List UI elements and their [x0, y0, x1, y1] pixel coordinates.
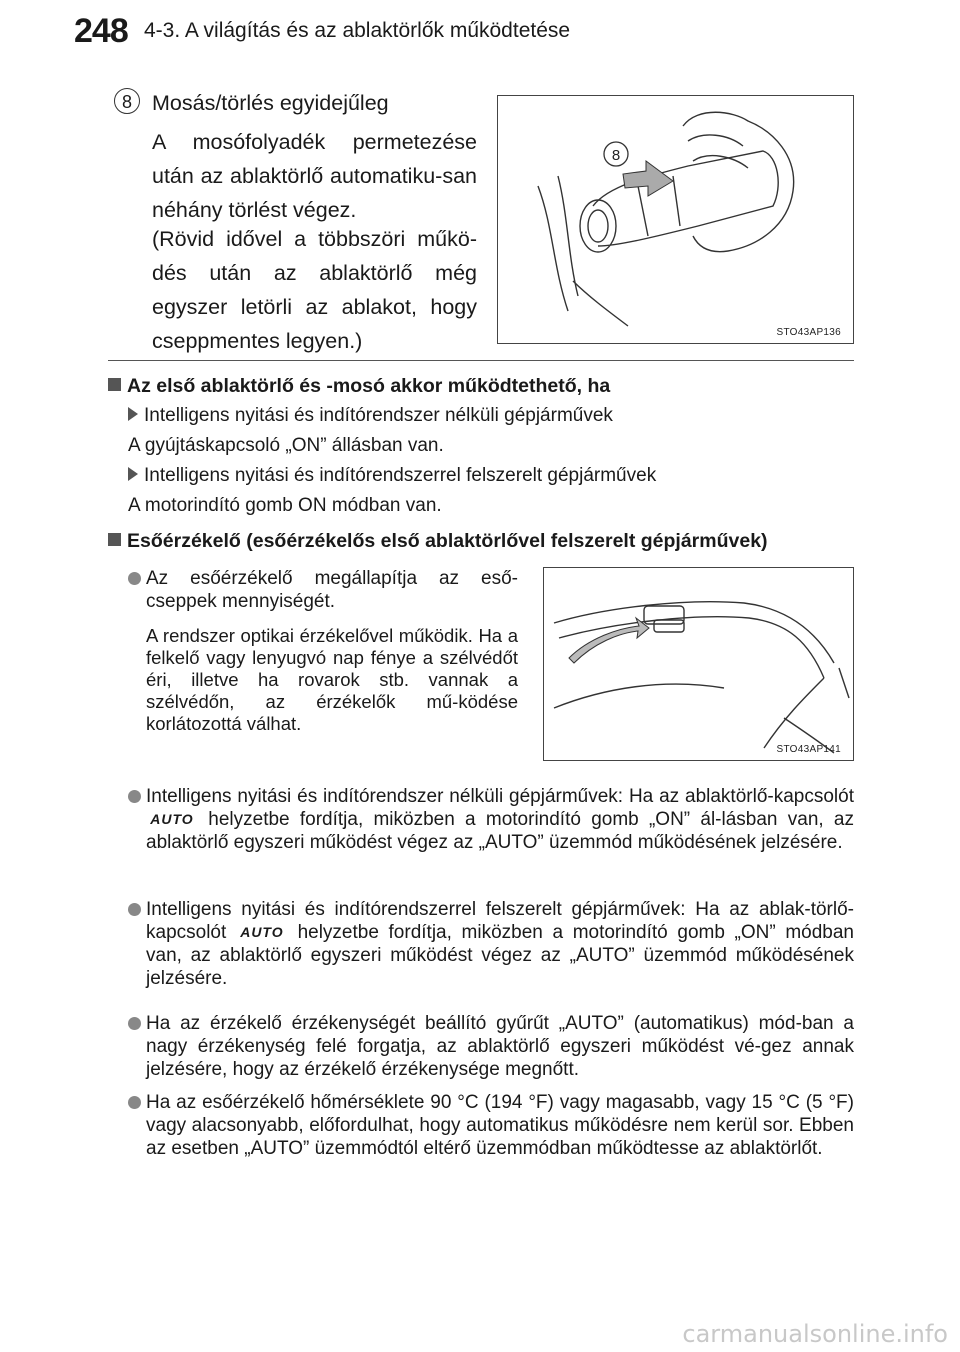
page-number: 248 [74, 12, 128, 50]
step-title: Mosás/törlés egyidejűleg [152, 91, 389, 115]
vehicle-type-text: Intelligens nyitási és indítórendszerrel felszerelt gépjárművek [144, 465, 657, 486]
bullet-text: helyzetbe fordítja, miközben a motorindító gomb „ON” módban van, az ablaktörlő egyszeri működést végez az „AUTO” üzemmód működésének jelzésére. [146, 922, 854, 989]
bullet-text: Intelligens nyitási és indítórendszer nélküli gépjárművek: Ha az ablaktörlő-kapcsolót [146, 786, 854, 807]
vehicle-type-item [128, 405, 613, 427]
bullet-item-sensitivity: Ha az érzékelő érzékenységét beállító gyűrűt „AUTO” (automatikus) mód-ban a nagy érzékenység felé forgatja, az ablaktörlő egyszeri működést vé-gez annak jelzésére, hogy az érzékelő érzékenysége megnőtt. [146, 1013, 854, 1080]
figure-code: STO43AP136 [776, 327, 841, 338]
section-heading [108, 530, 768, 553]
section-heading [108, 375, 610, 398]
figure-callout-8: 8 [611, 147, 621, 164]
bullet-item-auto-no-smart [146, 785, 854, 854]
vehicle-type-item [128, 465, 656, 487]
chapter-title: 4-3. A világítás és az ablaktörlők működtetése [144, 19, 571, 42]
bullet-text: Az esőérzékelő megállapítja az eső-cseppek mennyiségét. [146, 568, 518, 612]
bullet-text: Intelligens nyitási és indítórendszerrel felszerelt gépjárművek: Ha az ablak-törlő-kapcsolót [146, 899, 854, 943]
step-note: (Rövid idővel a többszöri műkö-dés után az ablaktörlő még egyszer letörli az ablakot, hogy cseppmentes legyen.) [152, 227, 477, 353]
windshield-drawing [544, 568, 852, 759]
watermark: carmanualsonline.info [682, 1320, 948, 1348]
auto-mode-icon: AUTO [150, 811, 194, 827]
bullet-dot-icon [128, 903, 141, 916]
condition-text: A gyújtáskapcsoló „ON” állásban van. [128, 435, 444, 456]
step-number-badge: 8 [114, 88, 140, 114]
bullet-dot-icon [128, 790, 141, 803]
bullet-text: helyzetbe fordítja, miközben a motorindító gomb „ON” ál-lásban van, az ablaktörlő egyszeri működést végez az „AUTO” üzemmód működésének jelzésére. [146, 809, 854, 853]
bullet-item-temperature: Ha az esőérzékelő hőmérséklete 90 °C (194 °F) vagy magasabb, vagy 15 °C (5 °F) vagy alacsonyabb, előfordulhat, hogy automatikus működésre nem kerül sor. Ebben az esetben „AUTO” üzemmódtól eltérő üzemmódban működtesse az ablaktörlőt. [146, 1092, 854, 1159]
section-heading-text: Esőérzékelő (esőérzékelős első ablaktörlővel felszerelt gépjárművek) [127, 530, 768, 552]
vehicle-type-text: Intelligens nyitási és indítórendszer nélküli gépjárművek [144, 405, 613, 426]
step-description: A mosófolyadék permetezése után az ablaktörlő automatiku-san néhány törlést végez. [152, 130, 477, 222]
wiper-lever-drawing [498, 96, 852, 342]
section-heading-text: Az első ablaktörlő és -mosó akkor működtethető, ha [127, 375, 611, 397]
square-bullet-icon [108, 533, 121, 546]
condition-text: A motorindító gomb ON módban van. [128, 495, 442, 516]
square-bullet-icon [108, 378, 121, 391]
bullet-dot-icon [128, 572, 141, 585]
arrow-bullet-icon [128, 407, 138, 421]
bullet-item-auto-smart [146, 898, 854, 990]
wiper-lever-illustration [497, 95, 854, 344]
bullet-dot-icon [128, 1096, 141, 1109]
figure-code: STO43AP141 [776, 744, 841, 755]
bullet-dot-icon [128, 1017, 141, 1030]
bullet-item [128, 567, 518, 617]
windshield-sensor-illustration [543, 567, 854, 761]
section-divider [108, 360, 854, 361]
auto-mode-icon: AUTO [240, 924, 284, 940]
bullet-subtext: A rendszer optikai érzékelővel működik. Ha a felkelő vagy lenyugvó nap fénye a szélvédőt éri, illetve ha rovarok stb. vannak a szélvédőn, az érzékelők mű-ködése korlátozottá válhat. [146, 625, 518, 734]
arrow-bullet-icon [128, 467, 138, 481]
